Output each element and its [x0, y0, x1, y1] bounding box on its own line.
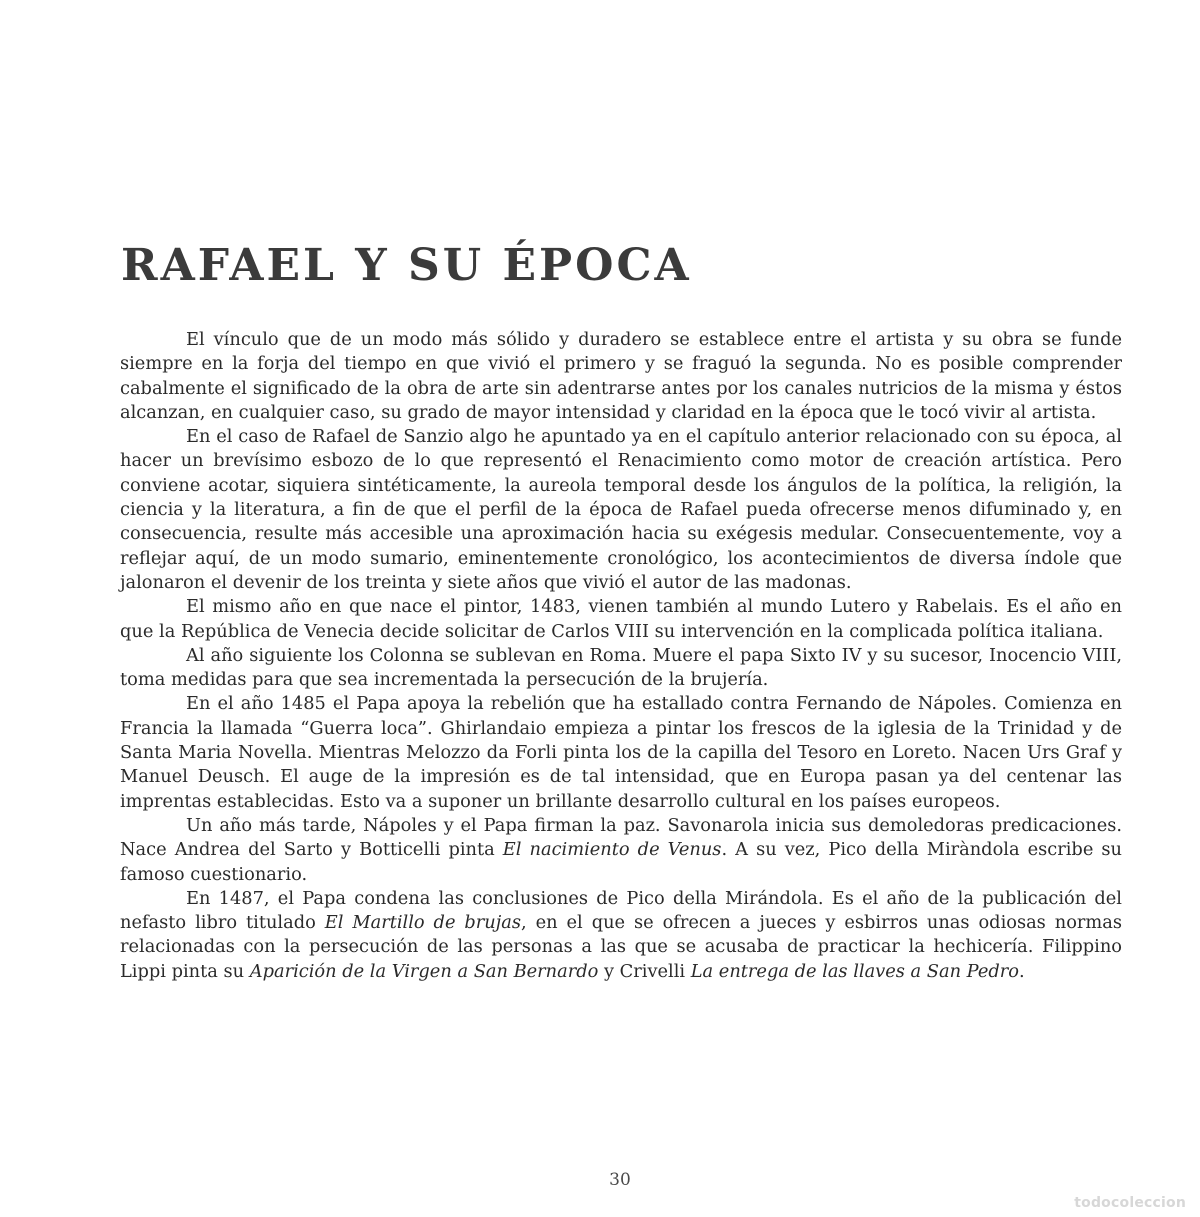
chapter-title: RAFAEL Y SU ÉPOCA — [121, 240, 692, 291]
paragraph — [120, 425, 1122, 595]
text-segment: En el caso de Rafael de Sanzio algo he apuntado ya en el capítulo anterior relacionado con su época, al hacer un brevísimo esbozo de lo que representó el Renacimiento como motor de creación artística. Pero conviene acotar, siquiera sintéticamente, la aureola temporal desde los ángulos de la política, la religión, la ciencia y la literatura, a fin de que el perfil de la época de Rafael pueda ofrecerse menos difuminado y, en consecuencia, resulte más accesible una aproximación hacia su exégesis medular. Consecuentemente, voy a reflejar aquí, de un modo sumario, eminentemente cronológico, los acontecimientos de diversa índole que jalonaron el devenir de los treinta y siete años que vivió el autor de las madonas. — [120, 426, 1122, 593]
text-segment: En el año 1485 el Papa apoya la rebelión que ha estallado contra Fernando de Nápoles. Comienza en Francia la llamada “Guerra loca”. Ghirlandaio empieza a pintar los frescos de la iglesia de la Trinidad y de Santa Maria Novella. Mientras Melozzo da Forli pinta los de la capilla del Tesoro en Loreto. Nacen Urs Graf y Manuel Deusch. El auge de la impresión es de tal intensidad, que en Europa pasan ya del centenar las imprentas establecidas. Esto va a suponer un brillante desarrollo cultural en los países europeos. — [120, 693, 1122, 812]
text-segment: En 1487, el Papa condena las conclusiones de Pico della Mirándola. Es el año de la publicación del nefasto libro titulado — [120, 887, 1122, 934]
italic-title: El Martillo de brujas — [324, 912, 521, 934]
body-text — [120, 328, 1122, 984]
text-segment: Un año más tarde, Nápoles y el Papa firman la paz. Savonarola inicia sus demoledoras predicaciones. Nace Andrea del Sarto y Botticelli pinta — [120, 814, 1122, 861]
paragraph — [120, 887, 1122, 984]
text-segment: Al año siguiente los Colonna se sublevan en Roma. Muere el papa Sixto IV y su sucesor, Inocencio VIII, toma medidas para que sea incrementada la persecución de la brujería. — [120, 644, 1122, 691]
paragraph — [120, 328, 1122, 425]
italic-title: La entrega de las llaves a San Pedro — [690, 960, 1019, 982]
paragraph — [120, 644, 1122, 693]
text-segment: El vínculo que de un modo más sólido y duradero se establece entre el artista y su obra se funde siempre en la forja del tiempo en que vivió el primero y se fraguó la segunda. No es posible comprender cabalmente el significado de la obra de arte sin adentrarse antes por los canales nutricios de la misma y éstos alcanzan, en cualquier caso, su grado de mayor intensidad y claridad en la época que le tocó vivir al artista. — [120, 329, 1122, 423]
watermark-logo: todocoleccion — [1074, 1195, 1186, 1211]
italic-title: El nacimiento de Venus — [502, 839, 722, 861]
text-segment: y Crivelli — [598, 960, 691, 982]
italic-title: Aparición de la Virgen a San Bernardo — [249, 960, 599, 982]
paragraph — [120, 692, 1122, 813]
text-segment: . — [1018, 960, 1025, 982]
page-number: 30 — [609, 1170, 631, 1190]
text-segment: . A su vez, Pico della Miràndola escribe su famoso cuestionario. — [120, 839, 1122, 885]
paragraph — [120, 595, 1122, 644]
paragraph — [120, 814, 1122, 887]
text-segment: , en el que se ofrecen a jueces y esbirros unas odiosas normas relacionadas con la persecución de las personas a las que se acusaba de practicar la hechicería. Filippino Lippi pinta su — [120, 912, 1123, 982]
text-segment: El mismo año en que nace el pintor, 1483, vienen también al mundo Lutero y Rabelais. Es el año en que la República de Venecia decide solicitar de Carlos VIII su intervención en la complicada política italiana. — [120, 596, 1122, 642]
